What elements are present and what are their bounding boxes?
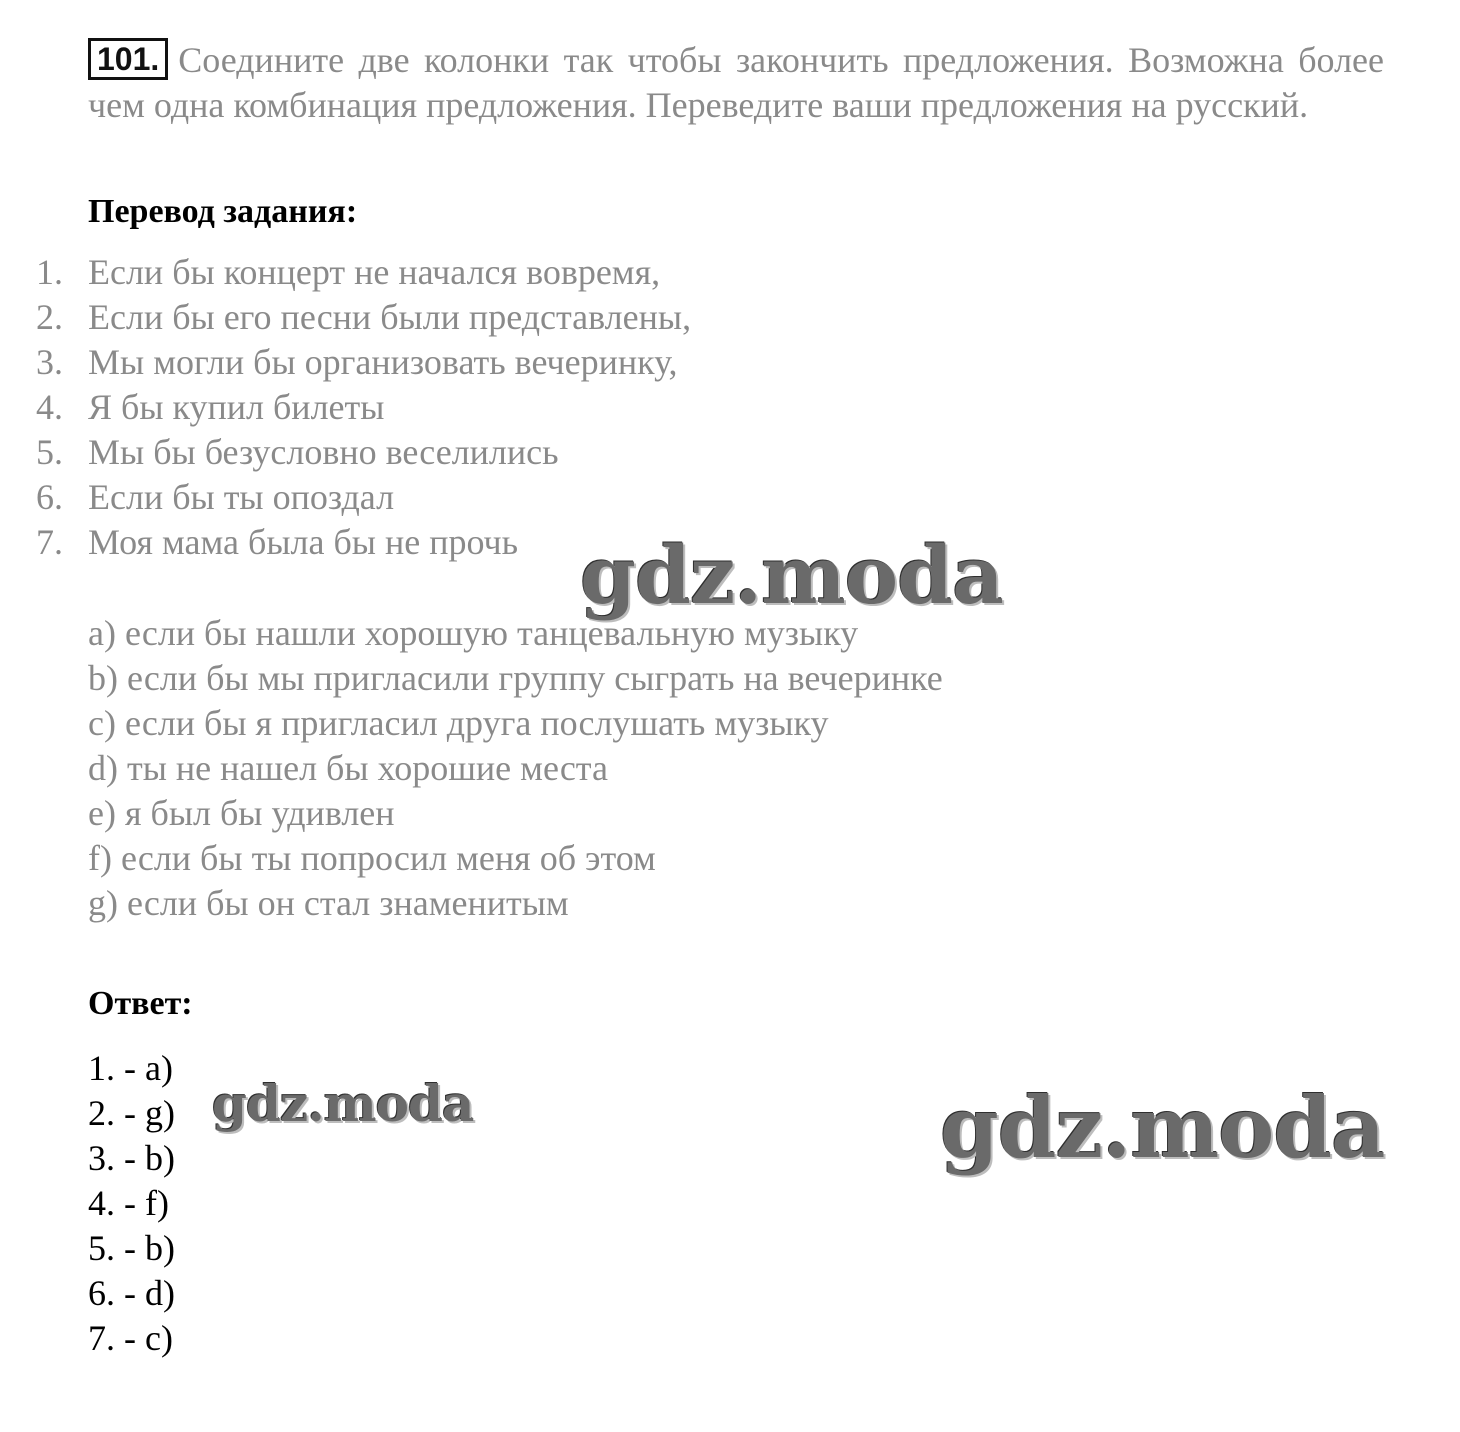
list-item: g) если бы он стал знаменитым <box>88 883 569 923</box>
list-item: 3. - b) <box>88 1138 175 1178</box>
list-item: a) если бы нашли хорошую танцевальную музыку <box>88 613 859 653</box>
list-item: 6. Если бы ты опоздал <box>36 477 395 517</box>
list-item: 5. - b) <box>88 1228 175 1268</box>
watermark: gdz.moda <box>580 528 1003 622</box>
task-statement <box>88 38 1384 128</box>
list-item: b) если бы мы пригласили группу сыграть на вечеринке <box>88 658 943 698</box>
numbered-sentence-list <box>36 250 691 565</box>
list-item: 6. - d) <box>88 1273 175 1313</box>
list-item: 4. Я бы купил билеты <box>36 387 385 427</box>
list-item: 1. Если бы концерт не начался вовремя, <box>36 252 661 292</box>
list-item: 7. - c) <box>88 1318 173 1358</box>
watermark: gdz.moda <box>212 1074 474 1133</box>
task-text: Соедините две колонки так чтобы закончить предложения. Возможна более чем одна комбинация предложения. Переведите ваши предложения на русский. <box>88 40 1384 125</box>
list-item: 2. - g) <box>88 1093 175 1133</box>
list-item: e) я был бы удивлен <box>88 793 395 833</box>
answer-title: Ответ: <box>88 985 193 1022</box>
list-item: d) ты не нашел бы хорошие места <box>88 748 608 788</box>
list-item: 7. Моя мама была бы не прочь <box>36 522 519 562</box>
list-item: 2. Если бы его песни были представлены, <box>36 297 692 337</box>
list-item: 5. Мы бы безусловно веселились <box>36 432 559 472</box>
list-item: 4. - f) <box>88 1183 169 1223</box>
watermark: gdz.moda <box>940 1078 1385 1177</box>
task-number-box: 101. <box>88 38 168 80</box>
lettered-clause-list <box>88 611 943 926</box>
list-item: 3. Мы могли бы организовать вечеринку, <box>36 342 678 382</box>
list-item: 1. - a) <box>88 1048 173 1088</box>
translation-title: Перевод задания: <box>88 193 358 230</box>
answer-list <box>88 1046 175 1361</box>
list-item: f) если бы ты попросил меня об этом <box>88 838 656 878</box>
list-item: c) если бы я пригласил друга послушать музыку <box>88 703 829 743</box>
